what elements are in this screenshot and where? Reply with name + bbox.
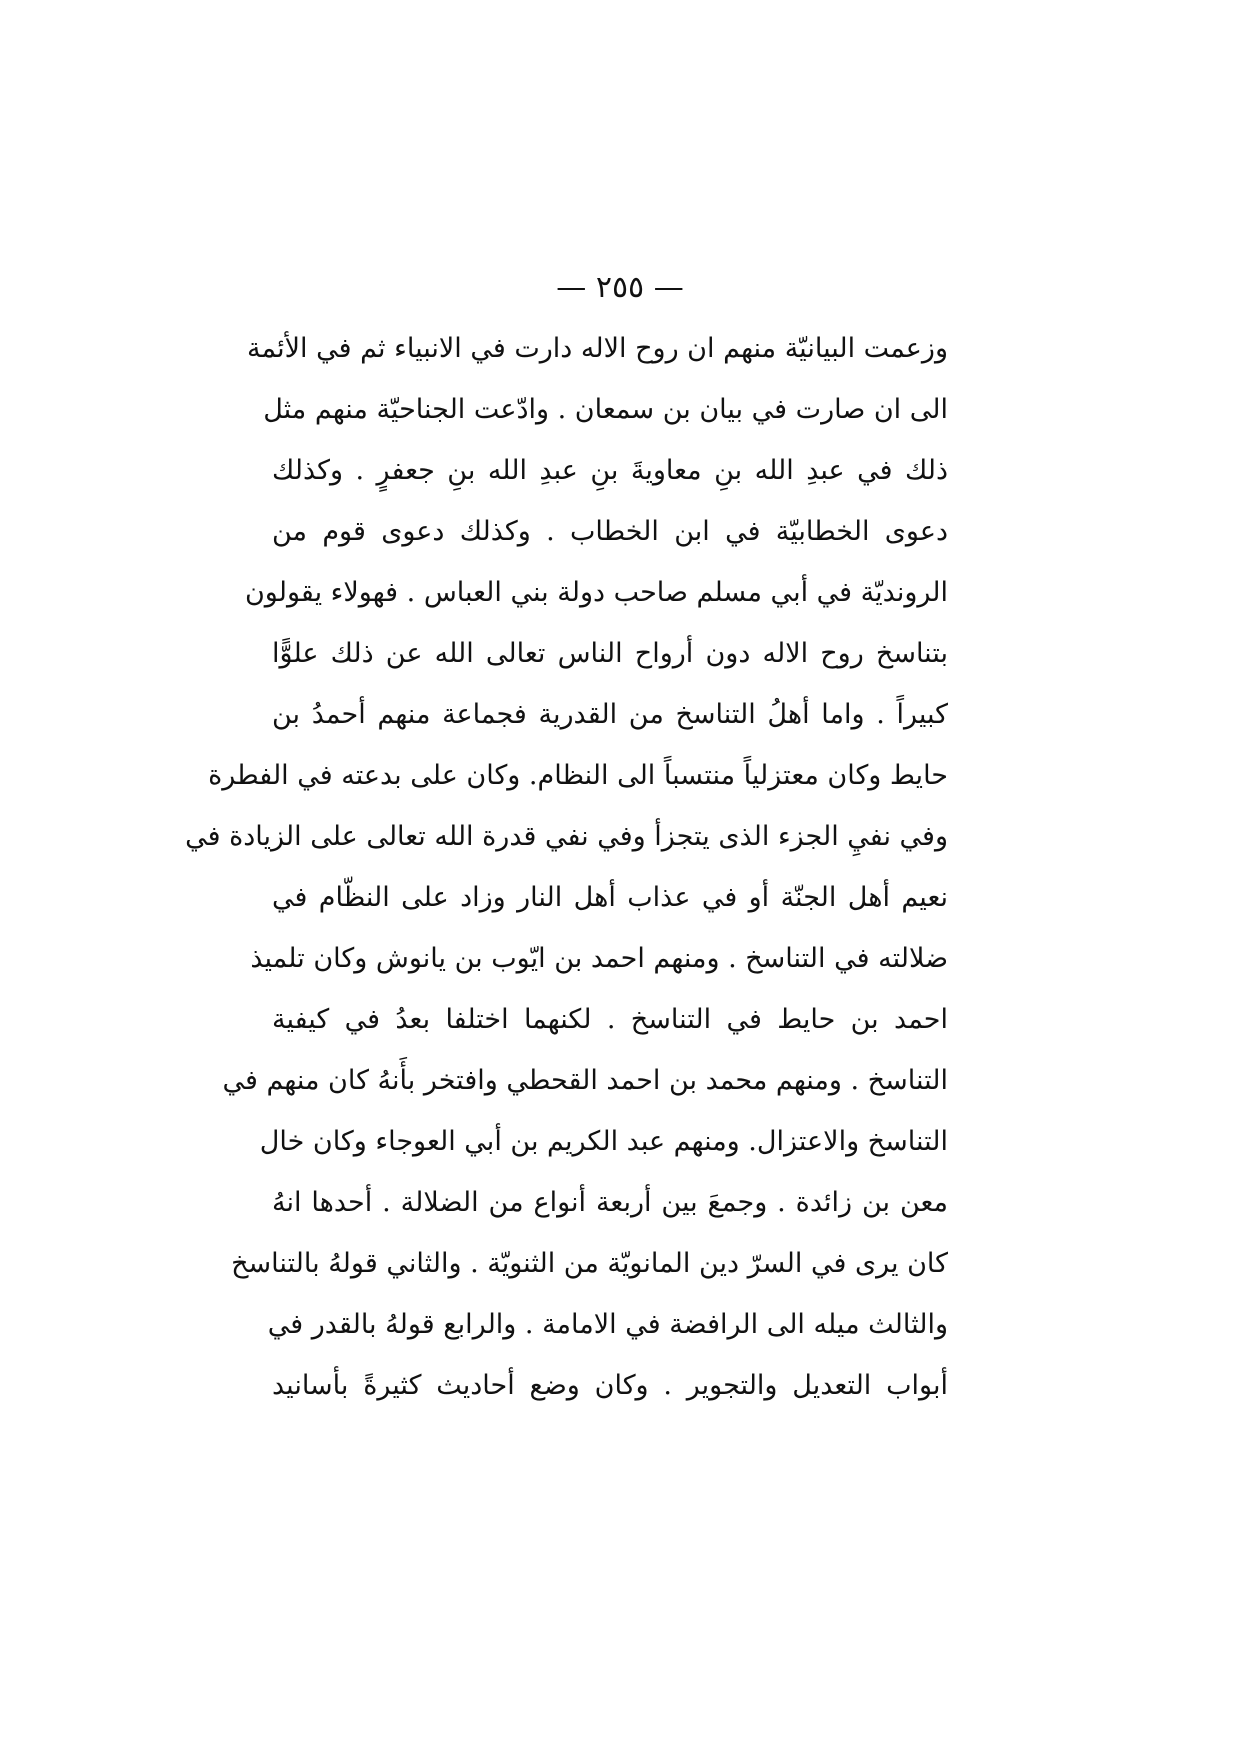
text-line: احمد بن حايط في التناسخ . لكنهما اختلفا بعدُ في كيفية [272, 1004, 948, 1035]
text-line: أبواب التعديل والتجوير . وكان وضع أحاديث كثيرةً بأسانيد [272, 1370, 948, 1401]
text-line: ذلك في عبدِ الله بنِ معاويةَ بنِ عبدِ الله بنِ جعفرٍ . وكذلك [272, 455, 948, 486]
text-line: كان يرى في السرّ دين المانويّة من الثنويّة . والثاني قولهُ بالتناسخ [231, 1248, 948, 1279]
text-line: وفي نفيِ الجزء الذى يتجزأ وفي نفي قدرة الله تعالى على الزيادة في [185, 821, 948, 852]
text-line: دعوى الخطابيّة في ابن الخطاب . وكذلك دعوى قوم من [272, 516, 948, 547]
body-text [185, 318, 948, 1416]
text-line: نعيم أهل الجنّة أو في عذاب أهل النار وزاد على النظّام في [272, 882, 948, 913]
text-line: التناسخ والاعتزال. ومنهم عبد الكريم بن أبي العوجاء وكان خال [259, 1126, 948, 1157]
text-line: حايط وكان معتزلياً منتسباً الى النظام. وكان على بدعته في الفطرة [208, 760, 948, 791]
text-line: الرونديّة في أبي مسلم صاحب دولة بني العباس . فهولاء يقولون [244, 577, 948, 608]
text-line: وزعمت البيانيّة منهم ان روح الاله دارت في الانبياء ثم في الأئمة [247, 333, 948, 364]
text-line: الى ان صارت في بيان بن سمعان . وادّعت الجناحيّة منهم مثل [263, 394, 948, 425]
text-line: والثالث ميله الى الرافضة في الامامة . والرابع قولهُ بالقدر في [267, 1309, 948, 1340]
text-line: كبيراً . واما أهلُ التناسخ من القدرية فجماعة منهم أحمدُ بن [272, 699, 948, 730]
text-line: معن بن زائدة . وجمعَ بين أربعة أنواع من الضلالة . أحدها انهُ [272, 1187, 948, 1218]
text-line: بتناسخ روح الاله دون أرواح الناس تعالى الله عن ذلك علوًّا [272, 638, 948, 669]
text-line: ضلالته في التناسخ . ومنهم احمد بن ايّوب بن يانوش وكان تلميذ [250, 943, 948, 974]
text-line: التناسخ . ومنهم محمد بن احمد القحطي وافتخر بأَنهُ كان منهم في [222, 1065, 948, 1096]
page-number: — ٢٥٥ — [556, 270, 684, 305]
